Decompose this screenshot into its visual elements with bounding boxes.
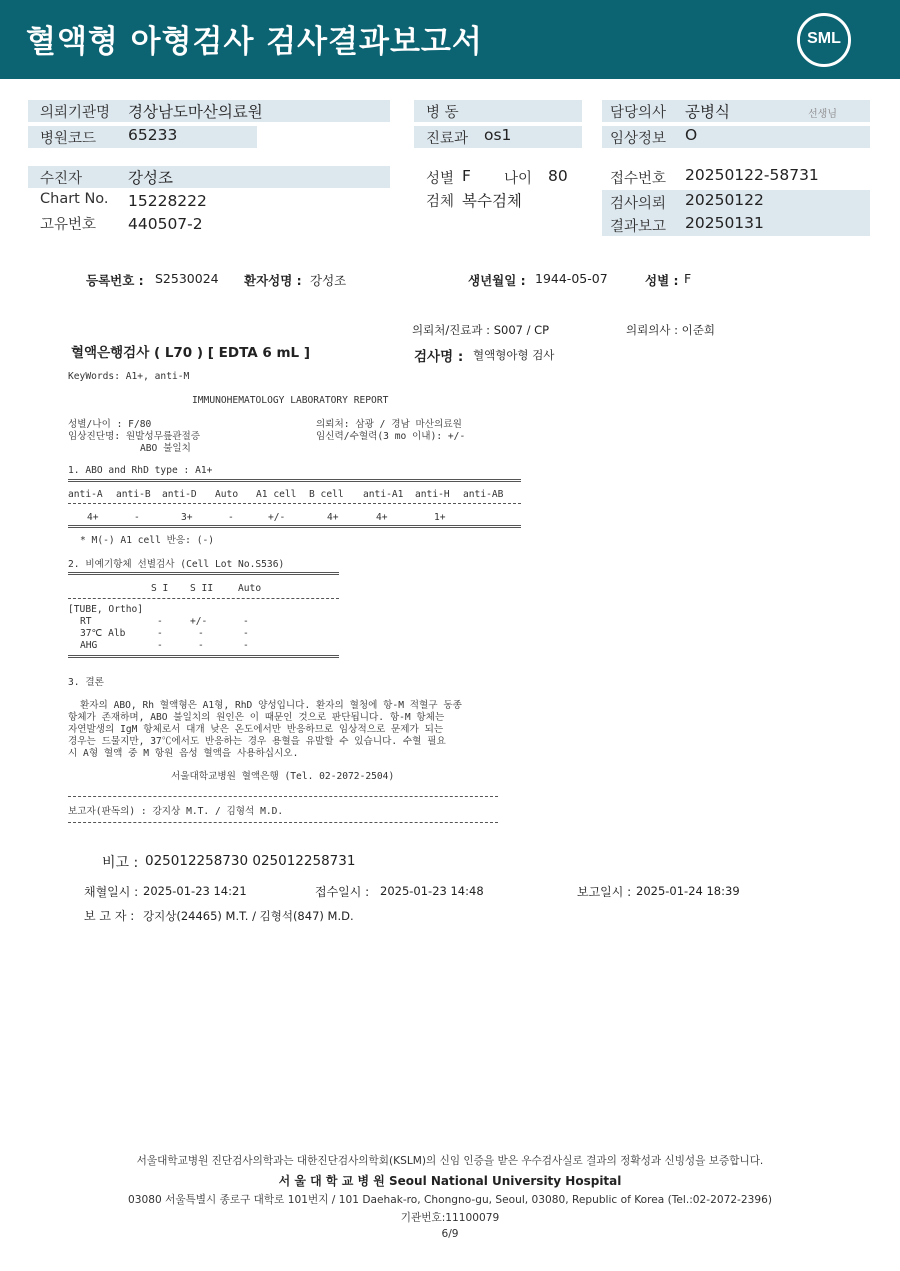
hospital-code-value: 65233: [128, 126, 178, 144]
referring-doctor: 의뢰의사 : 이준희: [626, 323, 715, 337]
section-1-title: 1. ABO and RhD type : A1+: [68, 465, 213, 476]
age-value: 80: [548, 167, 568, 185]
institution-label: 의뢰기관명: [40, 105, 111, 121]
referral: 의뢰처: 삼광 / 경남 마산의료원: [316, 419, 462, 430]
clinical-label: 임상정보: [610, 131, 667, 147]
chart-value: 15228222: [128, 192, 207, 210]
collected-value: 2025-01-23 14:21: [143, 884, 247, 898]
reporters-rule-top: [68, 796, 498, 797]
page-number: 6/9: [441, 1228, 459, 1240]
abo-header: anti-A: [68, 489, 103, 500]
screen-header: S I: [151, 583, 169, 594]
test-title: 혈액은행검사 ( L70 ) [ EDTA 6 mL ]: [71, 345, 311, 361]
section-2-title: 2. 비예기항체 선별검사 (Cell Lot No.S536): [68, 559, 285, 570]
department-value: os1: [484, 126, 512, 144]
abo-value: 4+: [376, 512, 388, 523]
screen-cell: -: [198, 640, 204, 651]
receipt-value: 20250122-58731: [685, 166, 819, 184]
received-value: 2025-01-23 14:48: [380, 884, 484, 898]
diagnosis: 임상진단명: 원발성무릎관절증: [68, 431, 201, 442]
screen-rule-bottom: [68, 655, 339, 658]
conclusion-line: 경우는 드물지만, 37℃에서도 반응하는 경우 용혈을 유발할 수 있습니다. 수혈 필요: [68, 736, 446, 747]
request-label: 검사의뢰: [610, 196, 667, 212]
conclusion-line: 항체가 존재하며, ABO 불일치의 원인은 이 때문인 것으로 판단됩니다. 항-M 항체는: [68, 712, 445, 723]
report-value: 20250131: [685, 214, 764, 232]
reg-label: 등록번호 :: [86, 273, 144, 288]
ward-label: 병 동: [426, 105, 459, 121]
doctor-suffix: 선생님: [808, 109, 837, 120]
screen-cell: +/-: [190, 616, 208, 627]
abo-rule-top: [68, 479, 521, 482]
reported-value: 2025-01-24 18:39: [636, 884, 740, 898]
reg-sex-value: F: [684, 271, 692, 286]
screen-header: Auto: [238, 583, 262, 594]
conclusion-line: 자연발생의 IgM 항체로서 대개 낮은 온도에서만 반응하므로 임상적으로 문제가 되는: [68, 724, 444, 735]
screen-rule-mid: [68, 598, 339, 599]
name-label: 환자성명 :: [244, 273, 302, 288]
screen-cell: -: [243, 640, 249, 651]
reporters-rule-bottom: [68, 822, 498, 823]
dob-value: 1944-05-07: [535, 271, 608, 286]
institution-number: 기관번호:11100079: [400, 1212, 500, 1224]
pregnancy: 임신력/수혈력(3 mo 이내): +/-: [316, 431, 466, 442]
remark-value: 025012258730 025012258731: [145, 853, 356, 869]
abo-header: anti-D: [162, 489, 197, 500]
sex-label: 성별: [426, 171, 455, 187]
abo-note: * M(-) A1 cell 반응: (-): [80, 535, 215, 546]
age-label: 나이: [504, 171, 533, 187]
specimen-value: 복수검체: [462, 192, 522, 210]
sml-logo-text: SML: [800, 30, 848, 48]
request-value: 20250122: [685, 191, 764, 209]
reported-label: 보고일시 :: [577, 885, 632, 899]
report-title: 혈액형 아형검사 검사결과보고서: [26, 24, 483, 60]
test-name-label: 검사명 :: [414, 349, 464, 365]
collected-label: 채혈일시 :: [84, 885, 139, 899]
conclusion-line: 환자의 ABO, Rh 혈액형은 A1형, RhD 양성입니다. 환자의 혈청에 항-M 적혈구 동종: [80, 700, 462, 711]
screen-rule-top: [68, 572, 339, 575]
screen-cell: -: [157, 640, 163, 651]
screen-cell: -: [243, 616, 249, 627]
diagnosis-2: ABO 불일치: [140, 443, 191, 454]
screen-phase: 37℃ Alb: [80, 628, 126, 639]
conclusion-line: 시 A형 혈액 중 M 항원 음성 혈액을 사용하십시오.: [68, 748, 299, 759]
reg-sex-label: 성별 :: [645, 273, 679, 288]
receipt-label: 접수번호: [610, 171, 667, 187]
dob-label: 생년월일 :: [468, 273, 526, 288]
abo-value: -: [228, 512, 234, 523]
section-3-title: 3. 결론: [68, 677, 104, 688]
bloodbank-contact: 서울대학교병원 혈액은행 (Tel. 02-2072-2504): [171, 771, 395, 782]
abo-value: 1+: [434, 512, 446, 523]
reporters: 보고자(판독의) : 강지상 M.T. / 김형석 M.D.: [68, 806, 284, 817]
specimen-label: 검체: [426, 194, 455, 210]
name-value: 강성조: [310, 273, 347, 288]
sex-age: 성별/나이 : F/80: [68, 419, 152, 430]
lab-report-title: IMMUNOHEMATOLOGY LABORATORY REPORT: [192, 395, 389, 406]
abo-header: anti-A1: [363, 489, 404, 500]
reg-value: S2530024: [155, 271, 219, 286]
screen-cell: -: [198, 628, 204, 639]
abo-rule-bottom: [68, 525, 521, 528]
screen-cell: -: [157, 616, 163, 627]
abo-value: -: [134, 512, 140, 523]
abo-header: B cell: [309, 489, 344, 500]
abo-header: Auto: [215, 489, 239, 500]
hospital-code-label: 병원코드: [40, 131, 97, 147]
doctor-value: 공병식: [685, 103, 730, 121]
reporter-label: 보 고 자 :: [84, 909, 135, 923]
screen-phase: RT: [80, 616, 92, 627]
clinical-value: O: [685, 126, 698, 144]
screen-phase: AHG: [80, 640, 98, 651]
abo-value: 4+: [327, 512, 339, 523]
screen-method: [TUBE, Ortho]: [68, 604, 144, 615]
chart-label: Chart No.: [40, 191, 109, 207]
report-header: [0, 0, 900, 79]
abo-header: anti-H: [415, 489, 450, 500]
department-label: 진료과: [426, 131, 469, 147]
abo-header: anti-B: [116, 489, 151, 500]
sml-logo: [797, 13, 851, 67]
patient-bar: [28, 166, 390, 188]
keywords: KeyWords: A1+, anti-M: [68, 371, 190, 382]
hospital-name: 서 울 대 학 교 병 원 Seoul National University Hospital: [278, 1174, 622, 1188]
abo-header: anti-AB: [463, 489, 504, 500]
sex-value: F: [462, 167, 471, 185]
doctor-label: 담당의사: [610, 105, 667, 121]
unique-label: 고유번호: [40, 217, 97, 233]
reporter-value: 강지상(24465) M.T. / 김형석(847) M.D.: [143, 909, 354, 923]
screen-cell: -: [243, 628, 249, 639]
remark-label: 비고 :: [102, 855, 139, 871]
screen-cell: -: [157, 628, 163, 639]
abo-rule-mid: [68, 503, 521, 504]
institution-value: 경상남도마산의료원: [128, 103, 263, 121]
certification-note: 서울대학교병원 진단검사의학과는 대한진단검사의학회(KSLM)의 신임 인증을 받은 우수검사실로 결과의 정확성과 신빙성을 보증합니다.: [136, 1155, 764, 1167]
abo-value: 4+: [87, 512, 99, 523]
report-label: 결과보고: [610, 219, 667, 235]
screen-header: S II: [190, 583, 214, 594]
hospital-address: 03080 서울특별시 종로구 대학로 101번지 / 101 Daehak-ro, Chongno-gu, Seoul, 03080, Republic of Korea (Tel.:02-2072-2396): [128, 1194, 772, 1206]
abo-value: 3+: [181, 512, 193, 523]
abo-header: A1 cell: [256, 489, 297, 500]
patient-label: 수진자: [40, 171, 83, 187]
test-name-value: 혈액형아형 검사: [473, 348, 555, 362]
received-label: 접수일시 :: [315, 885, 370, 899]
referrer: 의뢰처/진료과 : S007 / CP: [412, 323, 550, 337]
abo-value: +/-: [268, 512, 286, 523]
patient-value: 강성조: [128, 169, 173, 187]
unique-value: 440507-2: [128, 215, 203, 233]
